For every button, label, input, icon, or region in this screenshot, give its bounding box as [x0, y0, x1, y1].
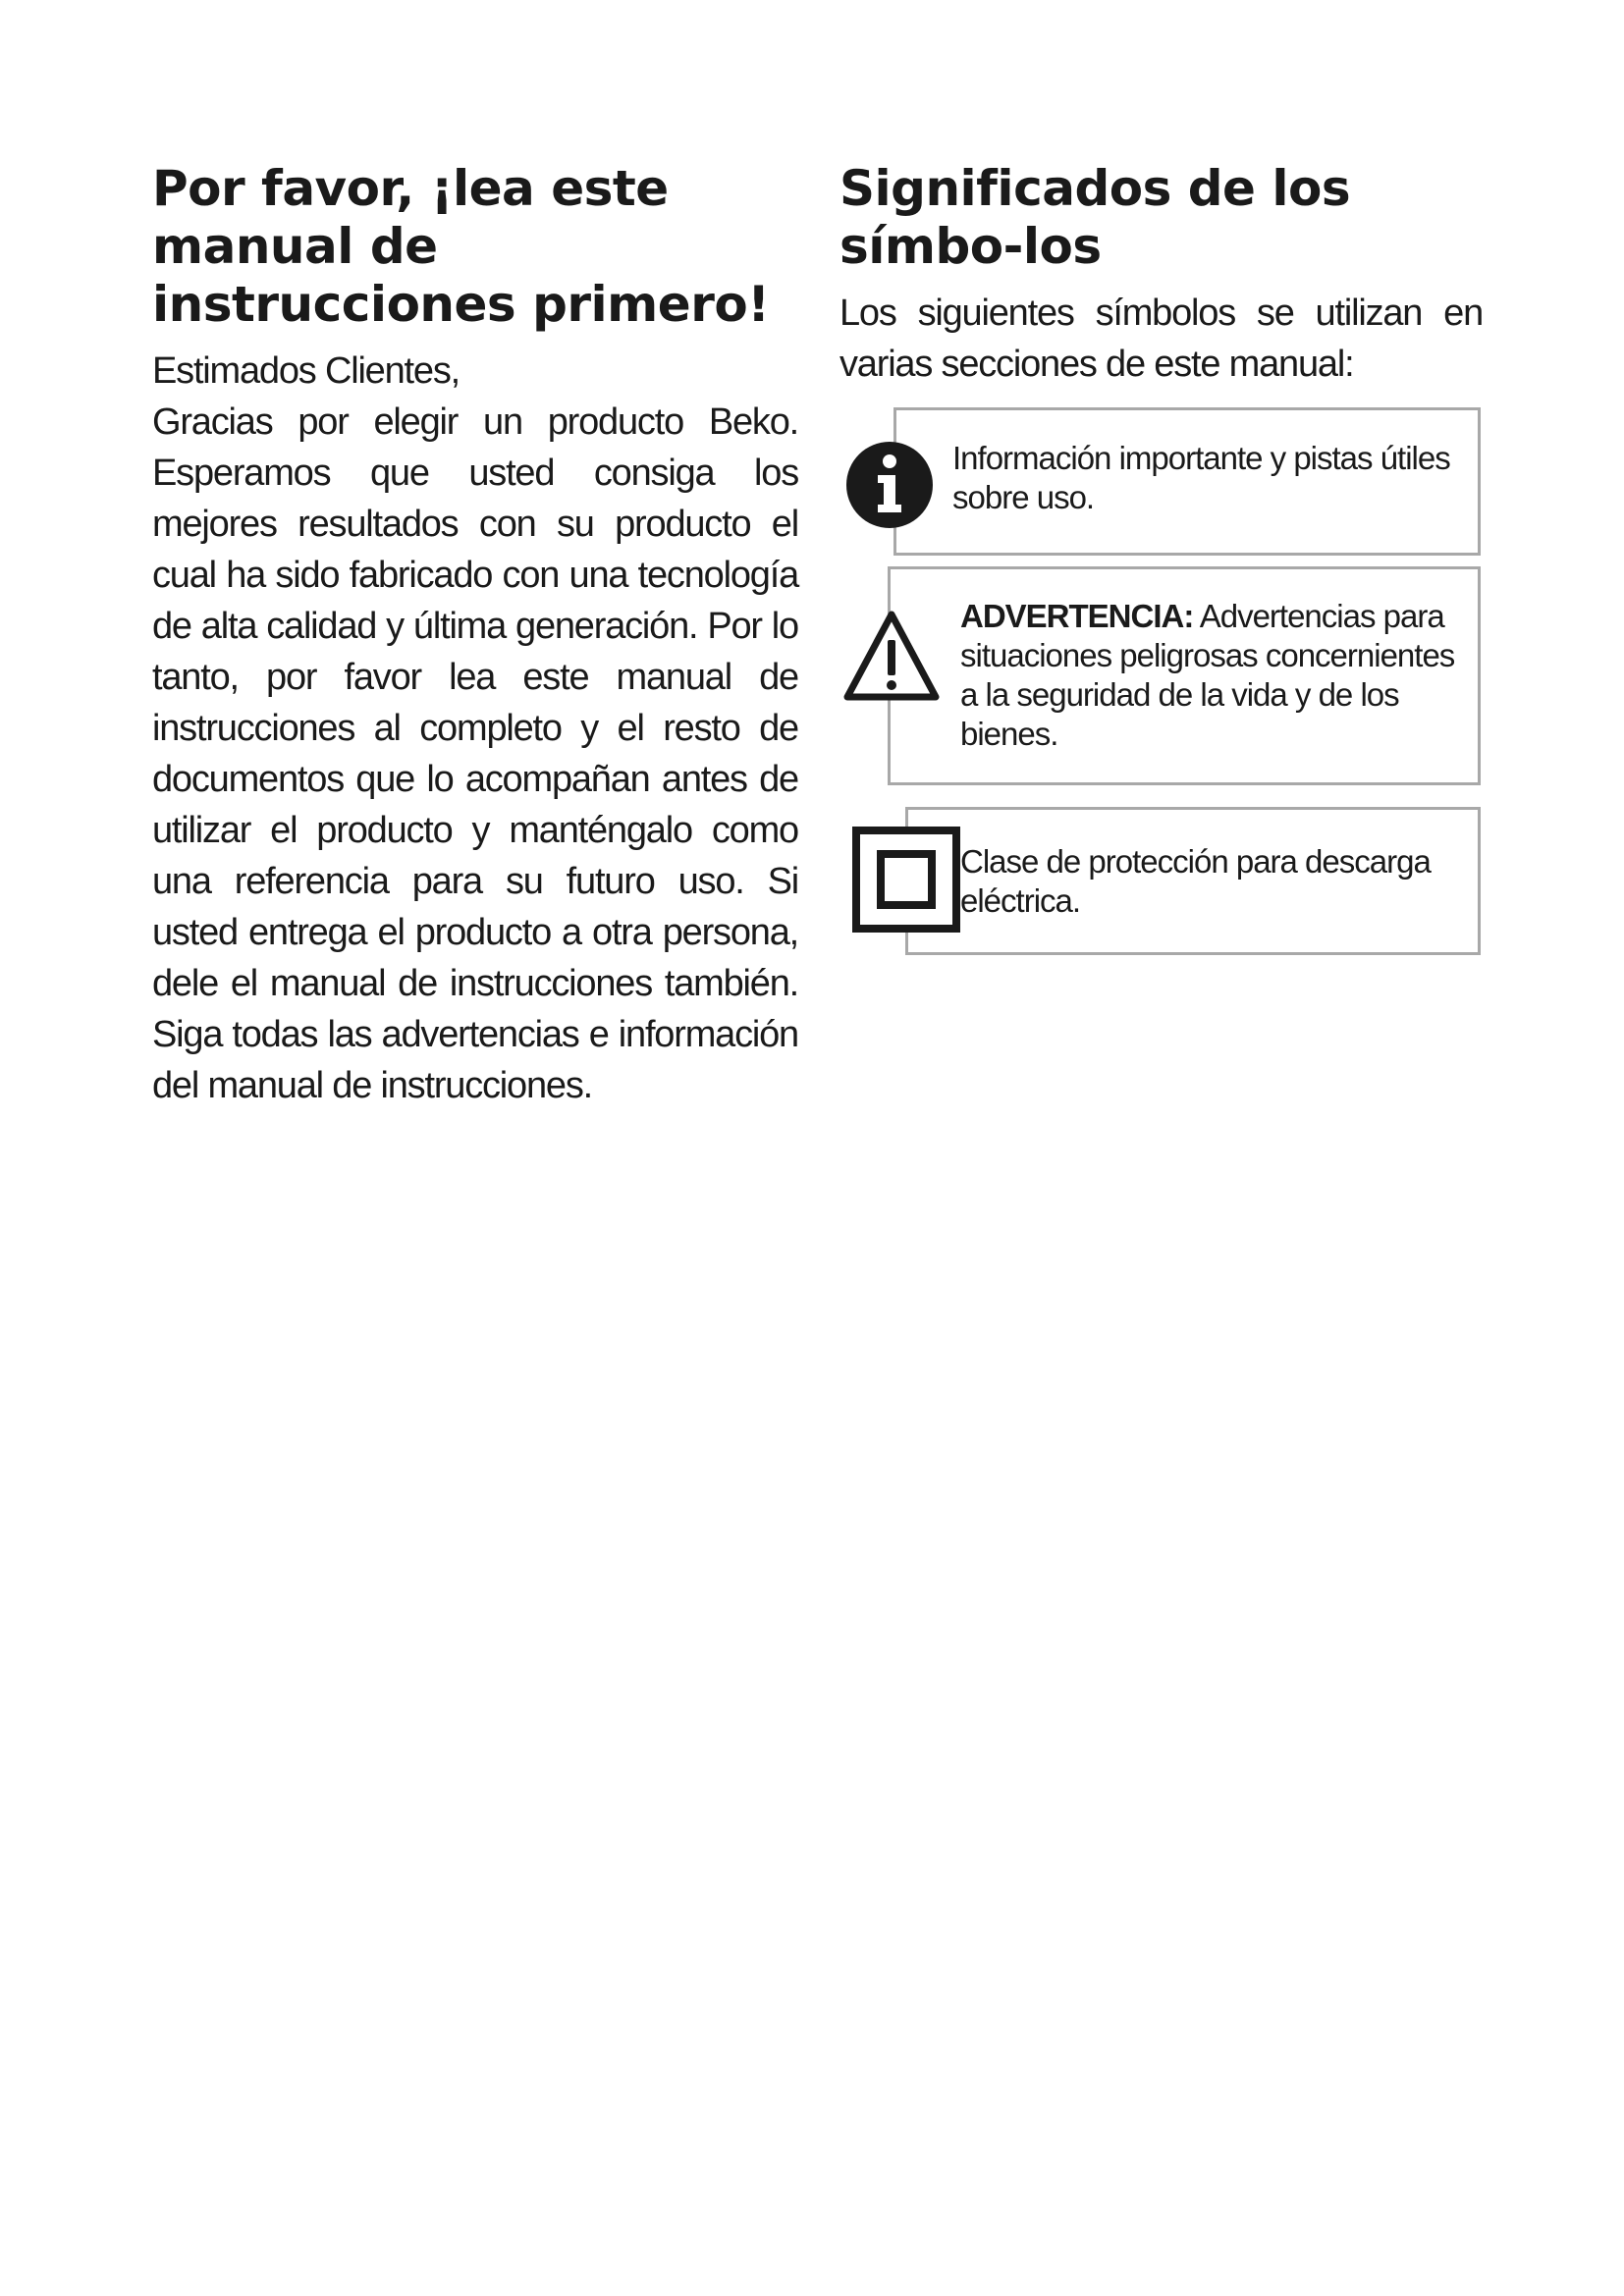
- warning-icon: [842, 609, 941, 707]
- left-column: [152, 160, 798, 1111]
- protection-symbol-text: Clase de protección para descarga eléctrica.: [960, 843, 1431, 919]
- double-insulation-icon: [852, 827, 960, 933]
- info-icon: [844, 440, 935, 530]
- info-symbol-text: Información importante y pistas útiles sobre uso.: [952, 440, 1450, 515]
- greeting: Estimados Clientes,: [152, 350, 460, 392]
- warning-label: ADVERTENCIA:: [960, 598, 1194, 634]
- page-title: Por favor, ¡lea este manual de instrucciones primero!: [152, 160, 770, 333]
- right-column: [839, 160, 1483, 390]
- symbols-heading: Significados de los símbo-los: [839, 160, 1351, 275]
- symbols-intro: Los siguientes símbolos se utilizan en varias secciones de este manual:: [839, 293, 1483, 385]
- warning-description: Advertencias para situaciones peligrosas concernientes a la seguridad de la vida y de los bienes.: [960, 598, 1455, 752]
- warning-symbol-text: [960, 597, 1461, 754]
- intro-paragraph: Gracias por elegir un producto Beko. Esperamos que usted consiga los mejores resultados con su producto el cual ha sido fabricado con una tecnología de alta calidad y última generación. Por lo tanto, por favor lea este manual de instrucciones al completo y el resto de documentos que lo acompañan antes de utilizar el producto y manténgalo como una referencia para su futuro uso. Si usted entrega el producto a otra persona, dele el manual de instrucciones también. Siga todas las advertencias e información del manual de instrucciones.: [152, 401, 798, 1106]
